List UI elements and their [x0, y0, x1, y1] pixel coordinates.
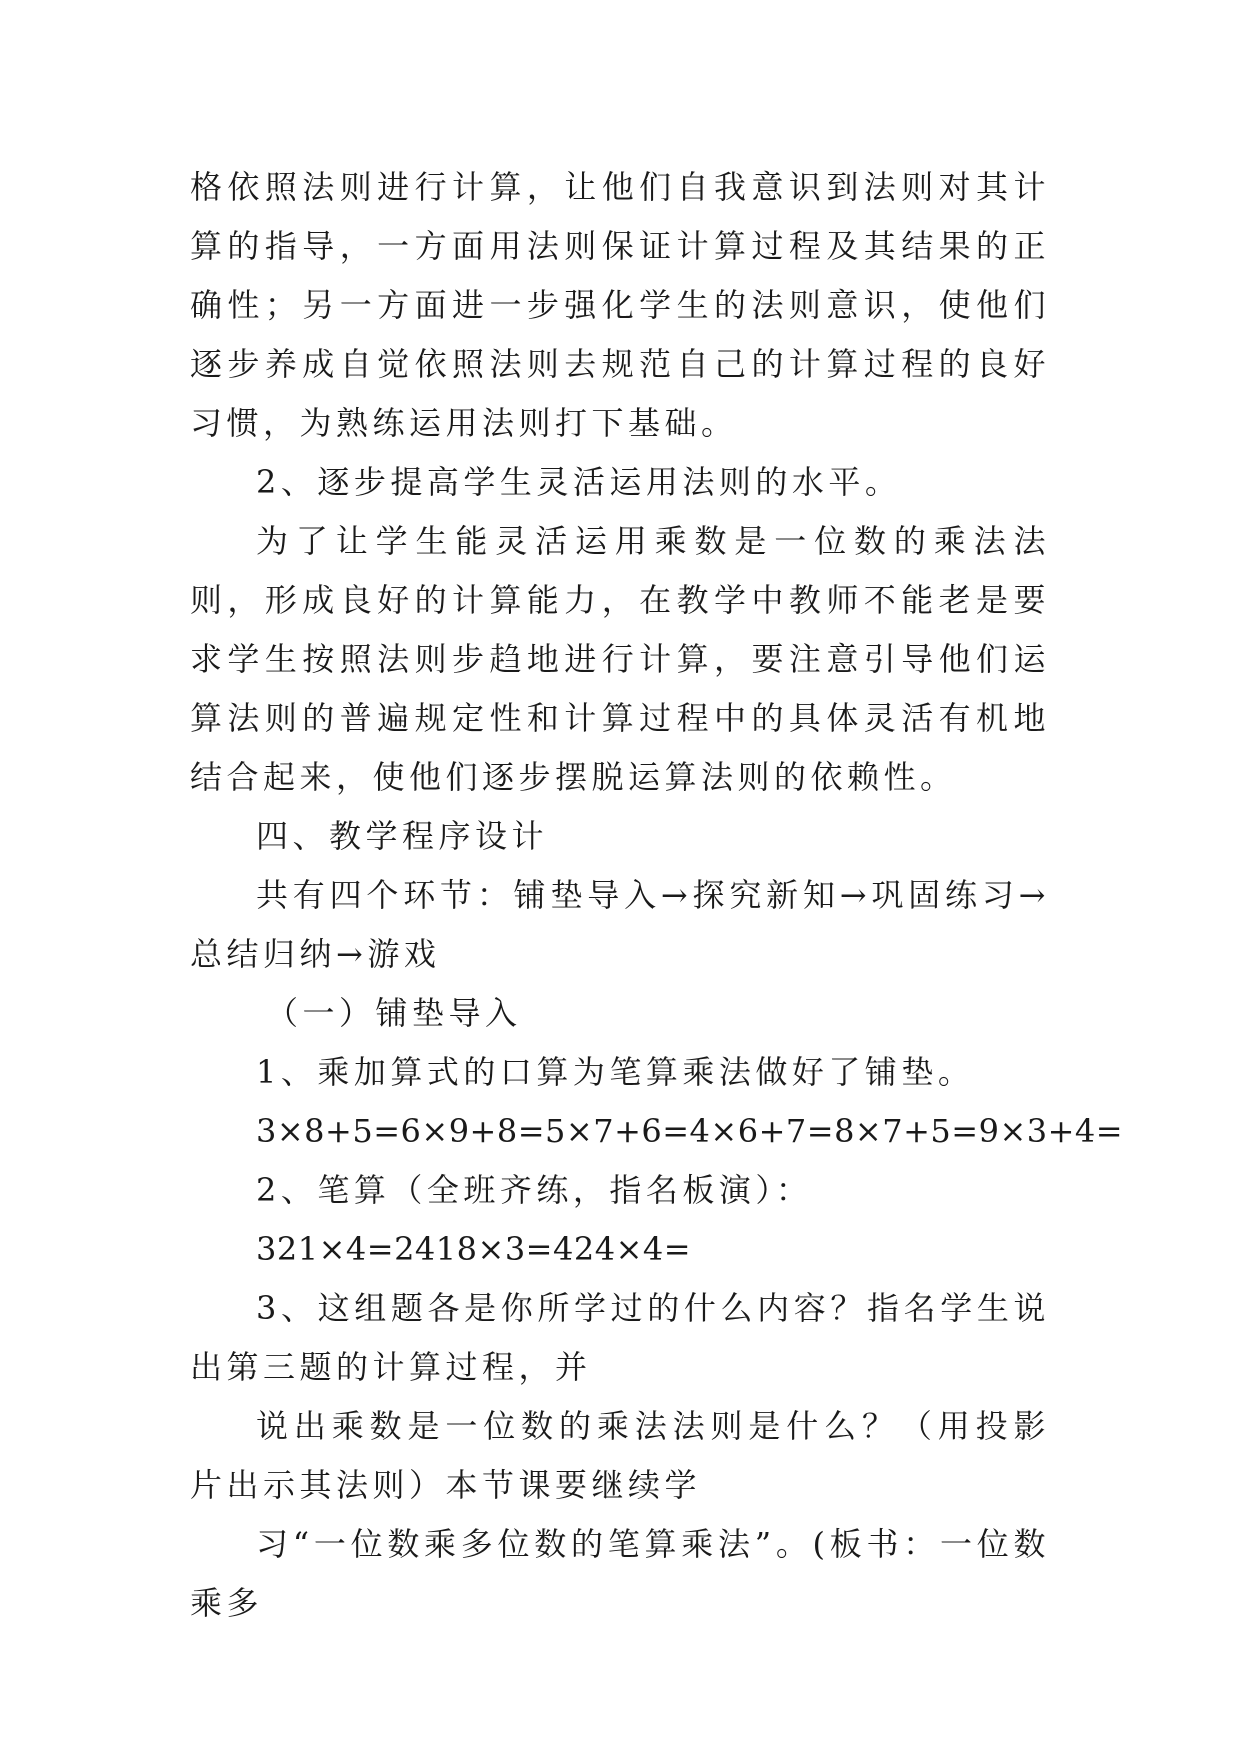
paragraph-item-3-end: 习“一位数乘多位数的笔算乘法”。(板书：一位数乘多	[190, 1525, 1050, 1622]
paragraph-item-1: 1、乘加算式的口算为笔算乘法做好了铺垫。	[256, 1053, 975, 1091]
formula-line-2: 321×4=2418×3=424×4=	[256, 1230, 692, 1268]
formula-line-1: 3×8+5=6×9+8=5×7+6=4×6+7=8×7+5=9×3+4=	[256, 1112, 1124, 1150]
paragraph-item-3-cont: 说出乘数是一位数的乘法法则是什么？（用投影片出示其法则）本节课要继续学	[190, 1407, 1050, 1504]
document-page	[190, 158, 1124, 1633]
paragraph-explanation: 为了让学生能灵活运用乘数是一位数的乘法法则，形成良好的计算能力，在教学中教师不能老是要求学生按照法则步趋地进行计算，要注意引导他们运算法则的普遍规定性和计算过程中的具体灵活有机地结合起来，使他们逐步摆脱运算法则的依赖性。	[190, 522, 1050, 796]
subsection-heading-1: （一）铺垫导入	[266, 994, 522, 1032]
paragraph-point-2: 2、逐步提高学生灵活运用法则的水平。	[256, 463, 902, 501]
paragraph-continuation: 格依照法则进行计算，让他们自我意识到法则对其计算的指导，一方面用法则保证计算过程及其结果的正确性；另一方面进一步强化学生的法则意识，使他们逐步养成自觉依照法则去规范自己的计算过程的良好习惯，为熟练运用法则打下基础。	[190, 168, 1050, 442]
section-heading-4: 四、教学程序设计	[256, 817, 549, 855]
paragraph-item-3: 3、这组题各是你所学过的什么内容？指名学生说出第三题的计算过程，并	[190, 1289, 1050, 1386]
paragraph-steps: 共有四个环节：铺垫导入→探究新知→巩固练习→总结归纳→游戏	[190, 876, 1050, 973]
paragraph-item-2: 2、笔算（全班齐练，指名板演）：	[256, 1171, 813, 1209]
